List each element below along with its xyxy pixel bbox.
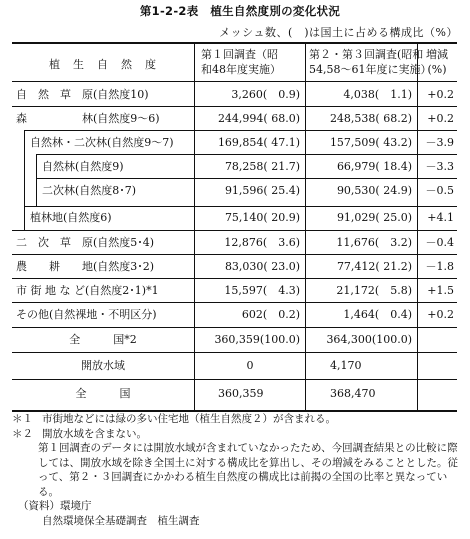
row-change: －3.9 <box>425 136 454 149</box>
row-change: －0.5 <box>425 184 454 197</box>
row-survey1: 0 <box>246 359 254 372</box>
row-label: 自 然 草 原(自然度10) <box>16 88 149 101</box>
row-divider <box>12 254 457 255</box>
header-divider <box>12 81 457 82</box>
row-survey23: 157,509( 43.2) <box>329 136 412 149</box>
source-label: （資料）環境庁 <box>18 500 92 512</box>
row-divider <box>12 352 457 353</box>
row-label: 市 街 地 な ど(自然度2･1)*1 <box>16 284 159 297</box>
row-label: 二次林(自然度8･7) <box>42 184 137 197</box>
row-divider <box>12 327 457 328</box>
row-divider <box>24 130 457 131</box>
row-survey1: 169,854( 47.1) <box>217 136 300 149</box>
footnote-2-detail: 第１回調査のデータには開放水域が含まれていなかったため、今回調査結果との比較に際しては、開放水域を除き全国土に対する構成比を算出し、その増減をみることとした。従って、第２・３回調査にかかわる植生自然度の構成比は前揭の全国の比率と異なっている。 <box>38 442 458 498</box>
row-survey23: 11,676( 3.2) <box>336 236 412 249</box>
row-change: +4.1 <box>427 211 454 224</box>
row-change: +0.2 <box>427 88 454 101</box>
row-label: 植林地(自然度6) <box>30 211 112 224</box>
row-survey23: 364,300(100.0) <box>326 333 412 346</box>
row-survey23: 1,464( 0.4) <box>343 308 412 321</box>
row-survey23: 66,979( 18.4) <box>336 160 412 173</box>
row-survey1: 15,597( 4.3) <box>224 284 300 297</box>
header-survey1-line1: 第１回調査（昭 <box>201 48 278 61</box>
row-survey23: 77,412( 21.2) <box>336 260 412 273</box>
row-label: 森 林(自然度9～6) <box>16 112 160 125</box>
row-divider <box>12 106 457 107</box>
row-survey1: 602( 0.2) <box>241 308 300 321</box>
row-label: 農 耕 地(自然度3･2) <box>16 260 155 273</box>
row-survey1: 83,030( 23.0) <box>224 260 300 273</box>
footnotes <box>12 412 460 528</box>
row-divider <box>12 379 457 380</box>
row-survey23: 4,038( 1.1) <box>343 88 412 101</box>
row-change: －3.3 <box>425 160 454 173</box>
row-survey1: 78,258( 21.7) <box>224 160 300 173</box>
row-survey1: 91,596( 25.4) <box>224 184 300 197</box>
row-divider <box>36 154 457 155</box>
row-divider <box>24 206 457 207</box>
footnote-text: 開放水域を含まない。 <box>42 427 147 440</box>
row-label: 自然林・二次林(自然度9～7) <box>30 136 174 149</box>
row-change: +0.2 <box>427 112 454 125</box>
total-label: 全 国*2 <box>69 333 137 346</box>
subgroup-bracket <box>36 154 37 206</box>
row-survey1: 75,140( 20.9) <box>224 211 300 224</box>
row-survey1: 360,359 <box>218 387 264 400</box>
row-divider <box>12 230 457 231</box>
row-change: －1.8 <box>425 260 454 273</box>
header-change-line2: (%) <box>427 63 447 76</box>
row-change: +1.5 <box>427 284 454 297</box>
footnote-2 <box>12 427 460 442</box>
row-survey23: 248,538( 68.2) <box>329 112 412 125</box>
row-divider <box>36 178 457 179</box>
row-divider <box>12 278 457 279</box>
row-survey23: 368,470 <box>330 387 376 400</box>
grand-total-label: 全 国 <box>75 387 131 400</box>
header-survey1-line2: 和48年度実施） <box>201 63 281 76</box>
row-survey1: 12,876( 3.6) <box>224 236 300 249</box>
row-label: その他(自然裸地・不明区分) <box>16 308 157 321</box>
row-survey23: 91,029( 25.0) <box>336 211 412 224</box>
footnote-1 <box>12 412 460 427</box>
header-survey23-line2: 54,58～61年度に実施） <box>309 63 432 76</box>
group-bracket <box>24 130 25 230</box>
data-table <box>12 42 457 412</box>
header-survey23-line1: 第２・第３回調査(昭和 <box>309 48 424 61</box>
row-survey1: 244,994( 68.0) <box>217 112 300 125</box>
row-change: －0.4 <box>425 236 454 249</box>
footnote-mark: ＊２ <box>12 427 33 440</box>
row-survey23: 90,530( 24.9) <box>336 184 412 197</box>
source-item: 自然環境保全基礎調査 植生調査 <box>42 514 200 527</box>
row-label: 二 次 草 原(自然度5･4) <box>16 236 155 249</box>
table-title: 第1-2-2表 植生自然度別の変化状況 <box>139 4 341 18</box>
footnote-text: 市街地などには緑の多い住宅地（植生自然度２）が含まれる。 <box>42 413 336 425</box>
header-category: 植 生 自 然 度 <box>49 58 157 71</box>
row-survey23: 4,170 <box>330 359 362 372</box>
row-label: 自然林(自然度9) <box>42 160 124 173</box>
row-survey1: 3,260( 0.9) <box>231 88 300 101</box>
row-divider <box>12 302 457 303</box>
open-water-label: 開放水域 <box>81 359 125 372</box>
unit-note: メッシュ数、( )は国土に占める構成比（%） <box>219 26 458 39</box>
row-change: +0.2 <box>427 308 454 321</box>
footnote-mark: ＊１ <box>12 413 33 425</box>
row-survey1: 360,359(100.0) <box>214 333 300 346</box>
header-change-line1: 増減 <box>426 48 448 61</box>
row-survey23: 21,172( 5.8) <box>336 284 412 297</box>
